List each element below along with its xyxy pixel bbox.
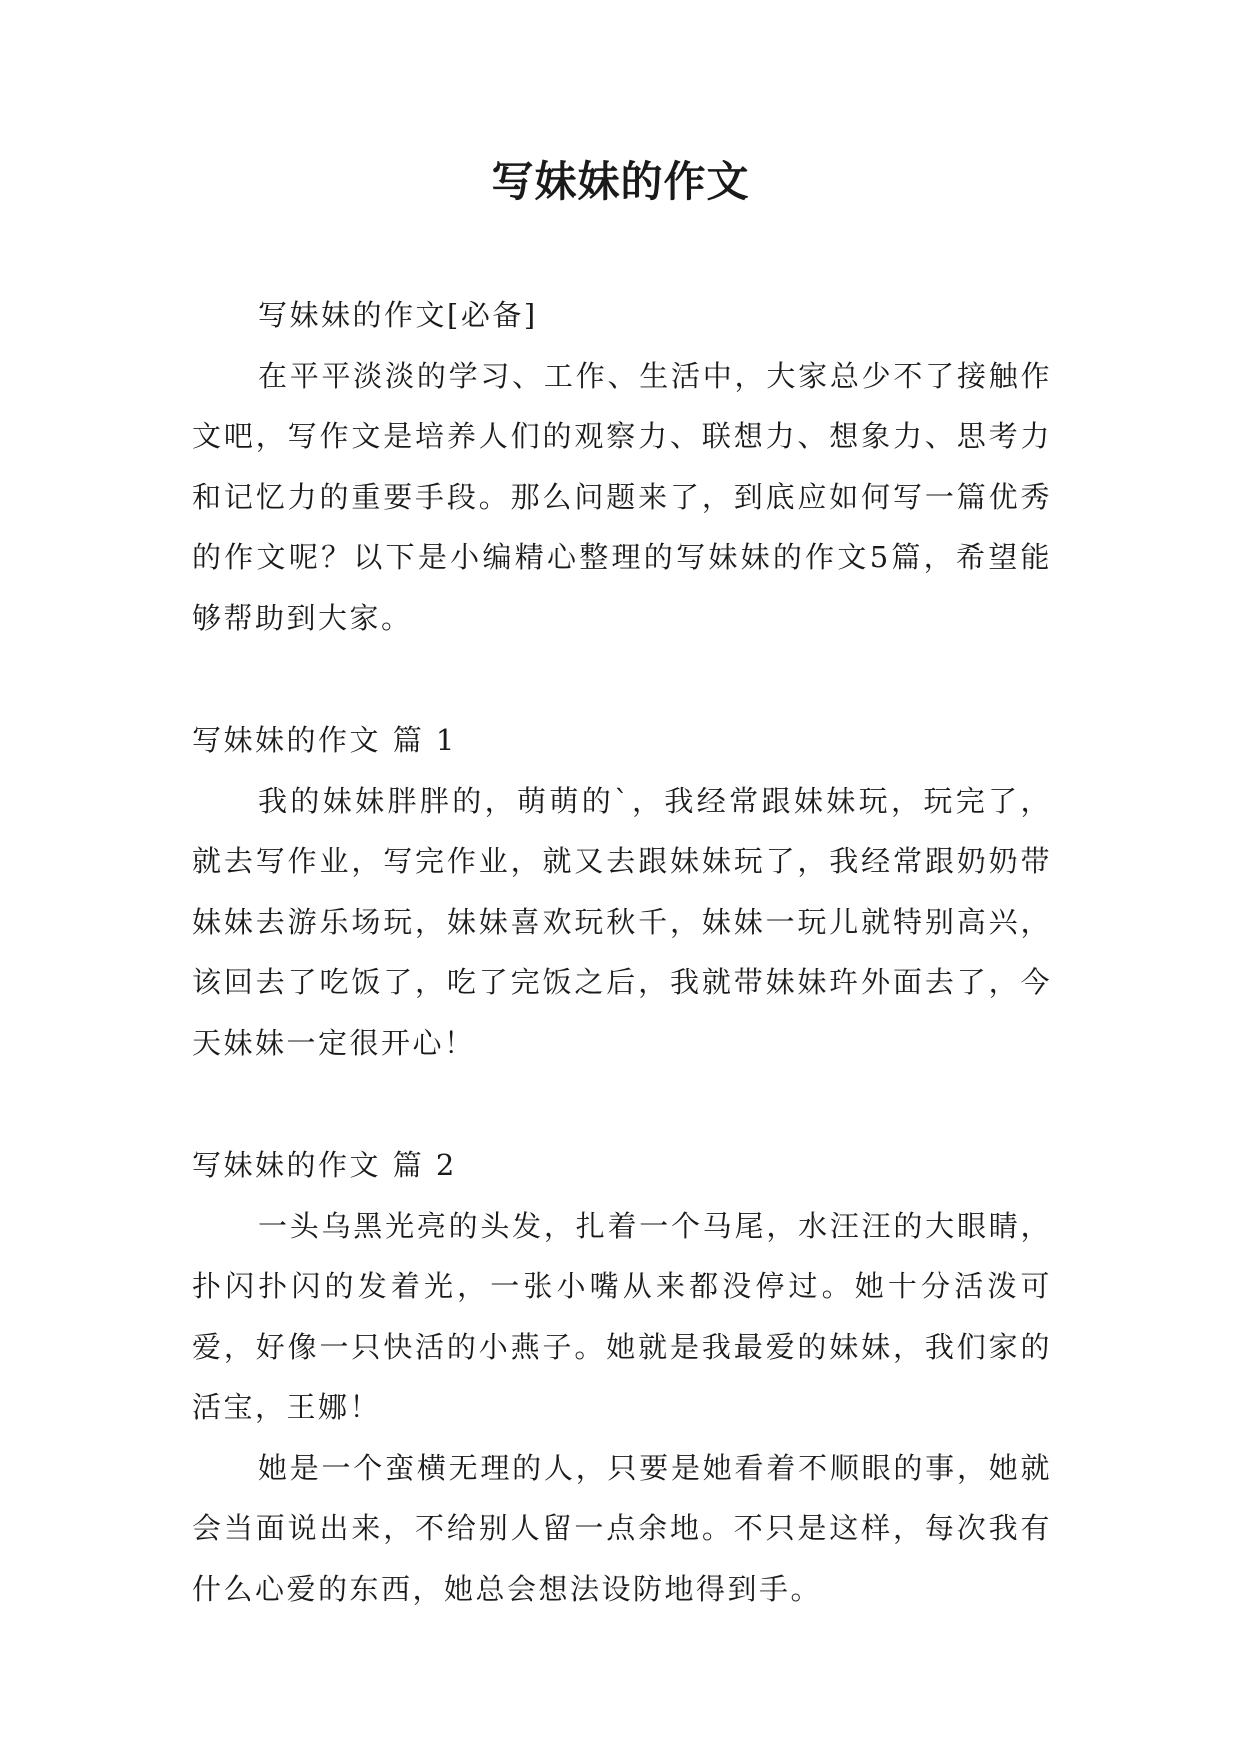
section-2-paragraph-1: 一头乌黑光亮的头发，扎着一个马尾，水汪汪的大眼睛，扑闪扑闪的发着光，一张小嘴从来都没停过。她十分活泼可爱，好像一只快活的小燕子。她就是我最爱的妹妹，我们家的活宝，王娜！: [192, 1208, 1052, 1424]
section-gap: [192, 648, 1052, 710]
section-heading-1: 写妹妹的作文 篇 1: [192, 723, 457, 757]
intro-paragraph: 在平平淡淡的学习、工作、生活中，大家总少不了接触作文吧，写作文是培养人们的观察力、联想力、想象力、思考力和记忆力的重要手段。那么问题来了，到底应如何写一篇优秀的作文呢？以下是小编精心整理的写妹妹的作文5篇，希望能够帮助到大家。: [192, 358, 1052, 635]
document-title: 写妹妹的作文: [491, 157, 750, 206]
section-2-paragraph-2: 她是一个蛮横无理的人，只要是她看着不顺眼的事，她就会当面说出来，不给别人留一点余地。不只是这样，每次我有什么心爱的东西，她总会想法设防地得到手。: [192, 1450, 1052, 1606]
document-body: [192, 285, 1052, 1619]
intro-subtitle: 写妹妹的作文[必备]: [258, 298, 538, 332]
section-1-paragraph-1: 我的妹妹胖胖的，萌萌的`，我经常跟妹妹玩，玩完了，就去写作业，写完作业，就又去跟妹妹玩了，我经常跟奶奶带妹妹去游乐场玩，妹妹喜欢玩秋千，妹妹一玩儿就特别高兴，该回去了吃饭了，吃了完饭之后，我就带妹妹玝外面去了，今天妹妹一定很开心！: [192, 783, 1052, 1060]
section-heading-2: 写妹妹的作文 篇 2: [192, 1148, 457, 1182]
section-gap: [192, 1073, 1052, 1135]
